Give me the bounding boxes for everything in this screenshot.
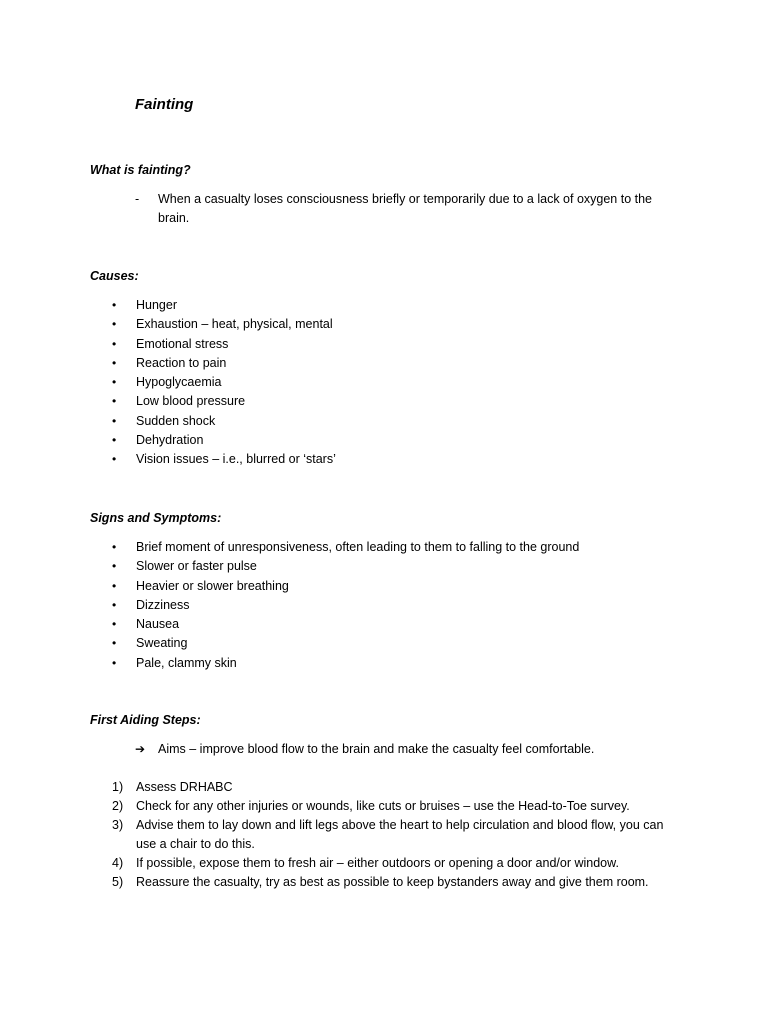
step-text: Check for any other injuries or wounds, like cuts or bruises – use the Head-to-Toe survey. bbox=[136, 799, 630, 813]
bullet-icon: • bbox=[112, 336, 117, 351]
list-item-text: Reaction to pain bbox=[136, 355, 227, 370]
bullet-icon: • bbox=[112, 636, 117, 651]
signs-symptoms-heading: Signs and Symptoms: bbox=[90, 511, 222, 525]
list-item bbox=[112, 778, 682, 797]
list-item-text: Hunger bbox=[136, 298, 177, 312]
list-item-text: Sweating bbox=[136, 636, 188, 651]
bullet-icon: • bbox=[112, 317, 117, 332]
arrow-right-icon: ➔ bbox=[135, 742, 146, 756]
dash-marker: - bbox=[135, 192, 140, 206]
list-item bbox=[112, 412, 692, 431]
list-item bbox=[112, 296, 692, 315]
list-item bbox=[112, 873, 682, 892]
step-number: 1) bbox=[112, 780, 124, 794]
first-aid-steps-list bbox=[112, 778, 682, 892]
list-item-text: Vision issues – i.e., blurred or ‘stars’ bbox=[136, 452, 336, 467]
list-item-text: Pale, clammy skin bbox=[136, 655, 237, 670]
list-item bbox=[112, 577, 692, 596]
bullet-icon: • bbox=[112, 597, 117, 612]
bullet-icon: • bbox=[112, 452, 117, 467]
list-item bbox=[112, 797, 682, 816]
list-item-text: Emotional stress bbox=[136, 336, 229, 351]
bullet-icon: • bbox=[112, 578, 117, 593]
list-item-text: Nausea bbox=[136, 617, 180, 632]
list-item bbox=[112, 538, 692, 557]
list-item bbox=[112, 615, 692, 634]
signs-list bbox=[112, 538, 692, 673]
bullet-icon: • bbox=[112, 655, 117, 670]
step-text: Reassure the casualty, try as best as possible to keep bystanders away and give them room. bbox=[136, 875, 649, 889]
list-item bbox=[112, 392, 692, 411]
list-item-text: Exhaustion – heat, physical, mental bbox=[136, 317, 333, 332]
causes-list bbox=[112, 296, 692, 470]
list-item-text: Hypoglycaemia bbox=[136, 375, 222, 390]
list-item-text: Low blood pressure bbox=[136, 394, 246, 409]
list-item-text: Slower or faster pulse bbox=[136, 559, 257, 574]
step-number: 3) bbox=[112, 818, 124, 832]
list-item bbox=[112, 354, 692, 373]
bullet-icon: • bbox=[112, 394, 117, 409]
definition-block bbox=[135, 190, 675, 228]
step-text: If possible, expose them to fresh air – either outdoors or opening a door and/or window. bbox=[136, 856, 619, 870]
bullet-icon: • bbox=[112, 298, 117, 312]
aims-block bbox=[135, 740, 695, 759]
list-item bbox=[112, 315, 692, 334]
list-item bbox=[112, 654, 692, 673]
list-item bbox=[112, 854, 682, 873]
bullet-icon: • bbox=[112, 355, 117, 370]
list-item-text: Brief moment of unresponsiveness, often leading to them to falling to the ground bbox=[136, 540, 580, 554]
list-item bbox=[112, 450, 692, 469]
step-number: 2) bbox=[112, 799, 124, 813]
list-item bbox=[112, 596, 692, 615]
aims-text: Aims – improve blood flow to the brain and make the casualty feel comfortable. bbox=[158, 742, 595, 756]
step-text: Assess DRHABC bbox=[136, 780, 233, 794]
list-item-text: Heavier or slower breathing bbox=[136, 578, 289, 593]
bullet-icon: • bbox=[112, 559, 117, 574]
list-item bbox=[112, 335, 692, 354]
list-item bbox=[112, 431, 692, 450]
list-item-text: Dizziness bbox=[136, 597, 190, 612]
list-item bbox=[112, 373, 692, 392]
definition-text: When a casualty loses consciousness briefly or temporarily due to a lack of oxygen to the brain. bbox=[158, 192, 653, 225]
list-item-text: Sudden shock bbox=[136, 413, 216, 428]
list-item bbox=[112, 816, 682, 854]
bullet-icon: • bbox=[112, 375, 117, 390]
step-number: 5) bbox=[112, 875, 124, 889]
list-item bbox=[112, 557, 692, 576]
bullet-icon: • bbox=[112, 540, 117, 554]
first-aid-heading: First Aiding Steps: bbox=[90, 713, 201, 727]
document-title: Fainting bbox=[135, 96, 194, 113]
step-text: Advise them to lay down and lift legs above the heart to help circulation and blood flow, you can use a chair to do this. bbox=[136, 818, 664, 851]
list-item bbox=[112, 634, 692, 653]
bullet-icon: • bbox=[112, 433, 117, 448]
bullet-icon: • bbox=[112, 413, 117, 428]
what-is-fainting-heading: What is fainting? bbox=[90, 163, 191, 177]
causes-heading: Causes: bbox=[90, 269, 139, 283]
list-item-text: Dehydration bbox=[136, 433, 204, 448]
step-number: 4) bbox=[112, 856, 124, 870]
bullet-icon: • bbox=[112, 617, 117, 632]
